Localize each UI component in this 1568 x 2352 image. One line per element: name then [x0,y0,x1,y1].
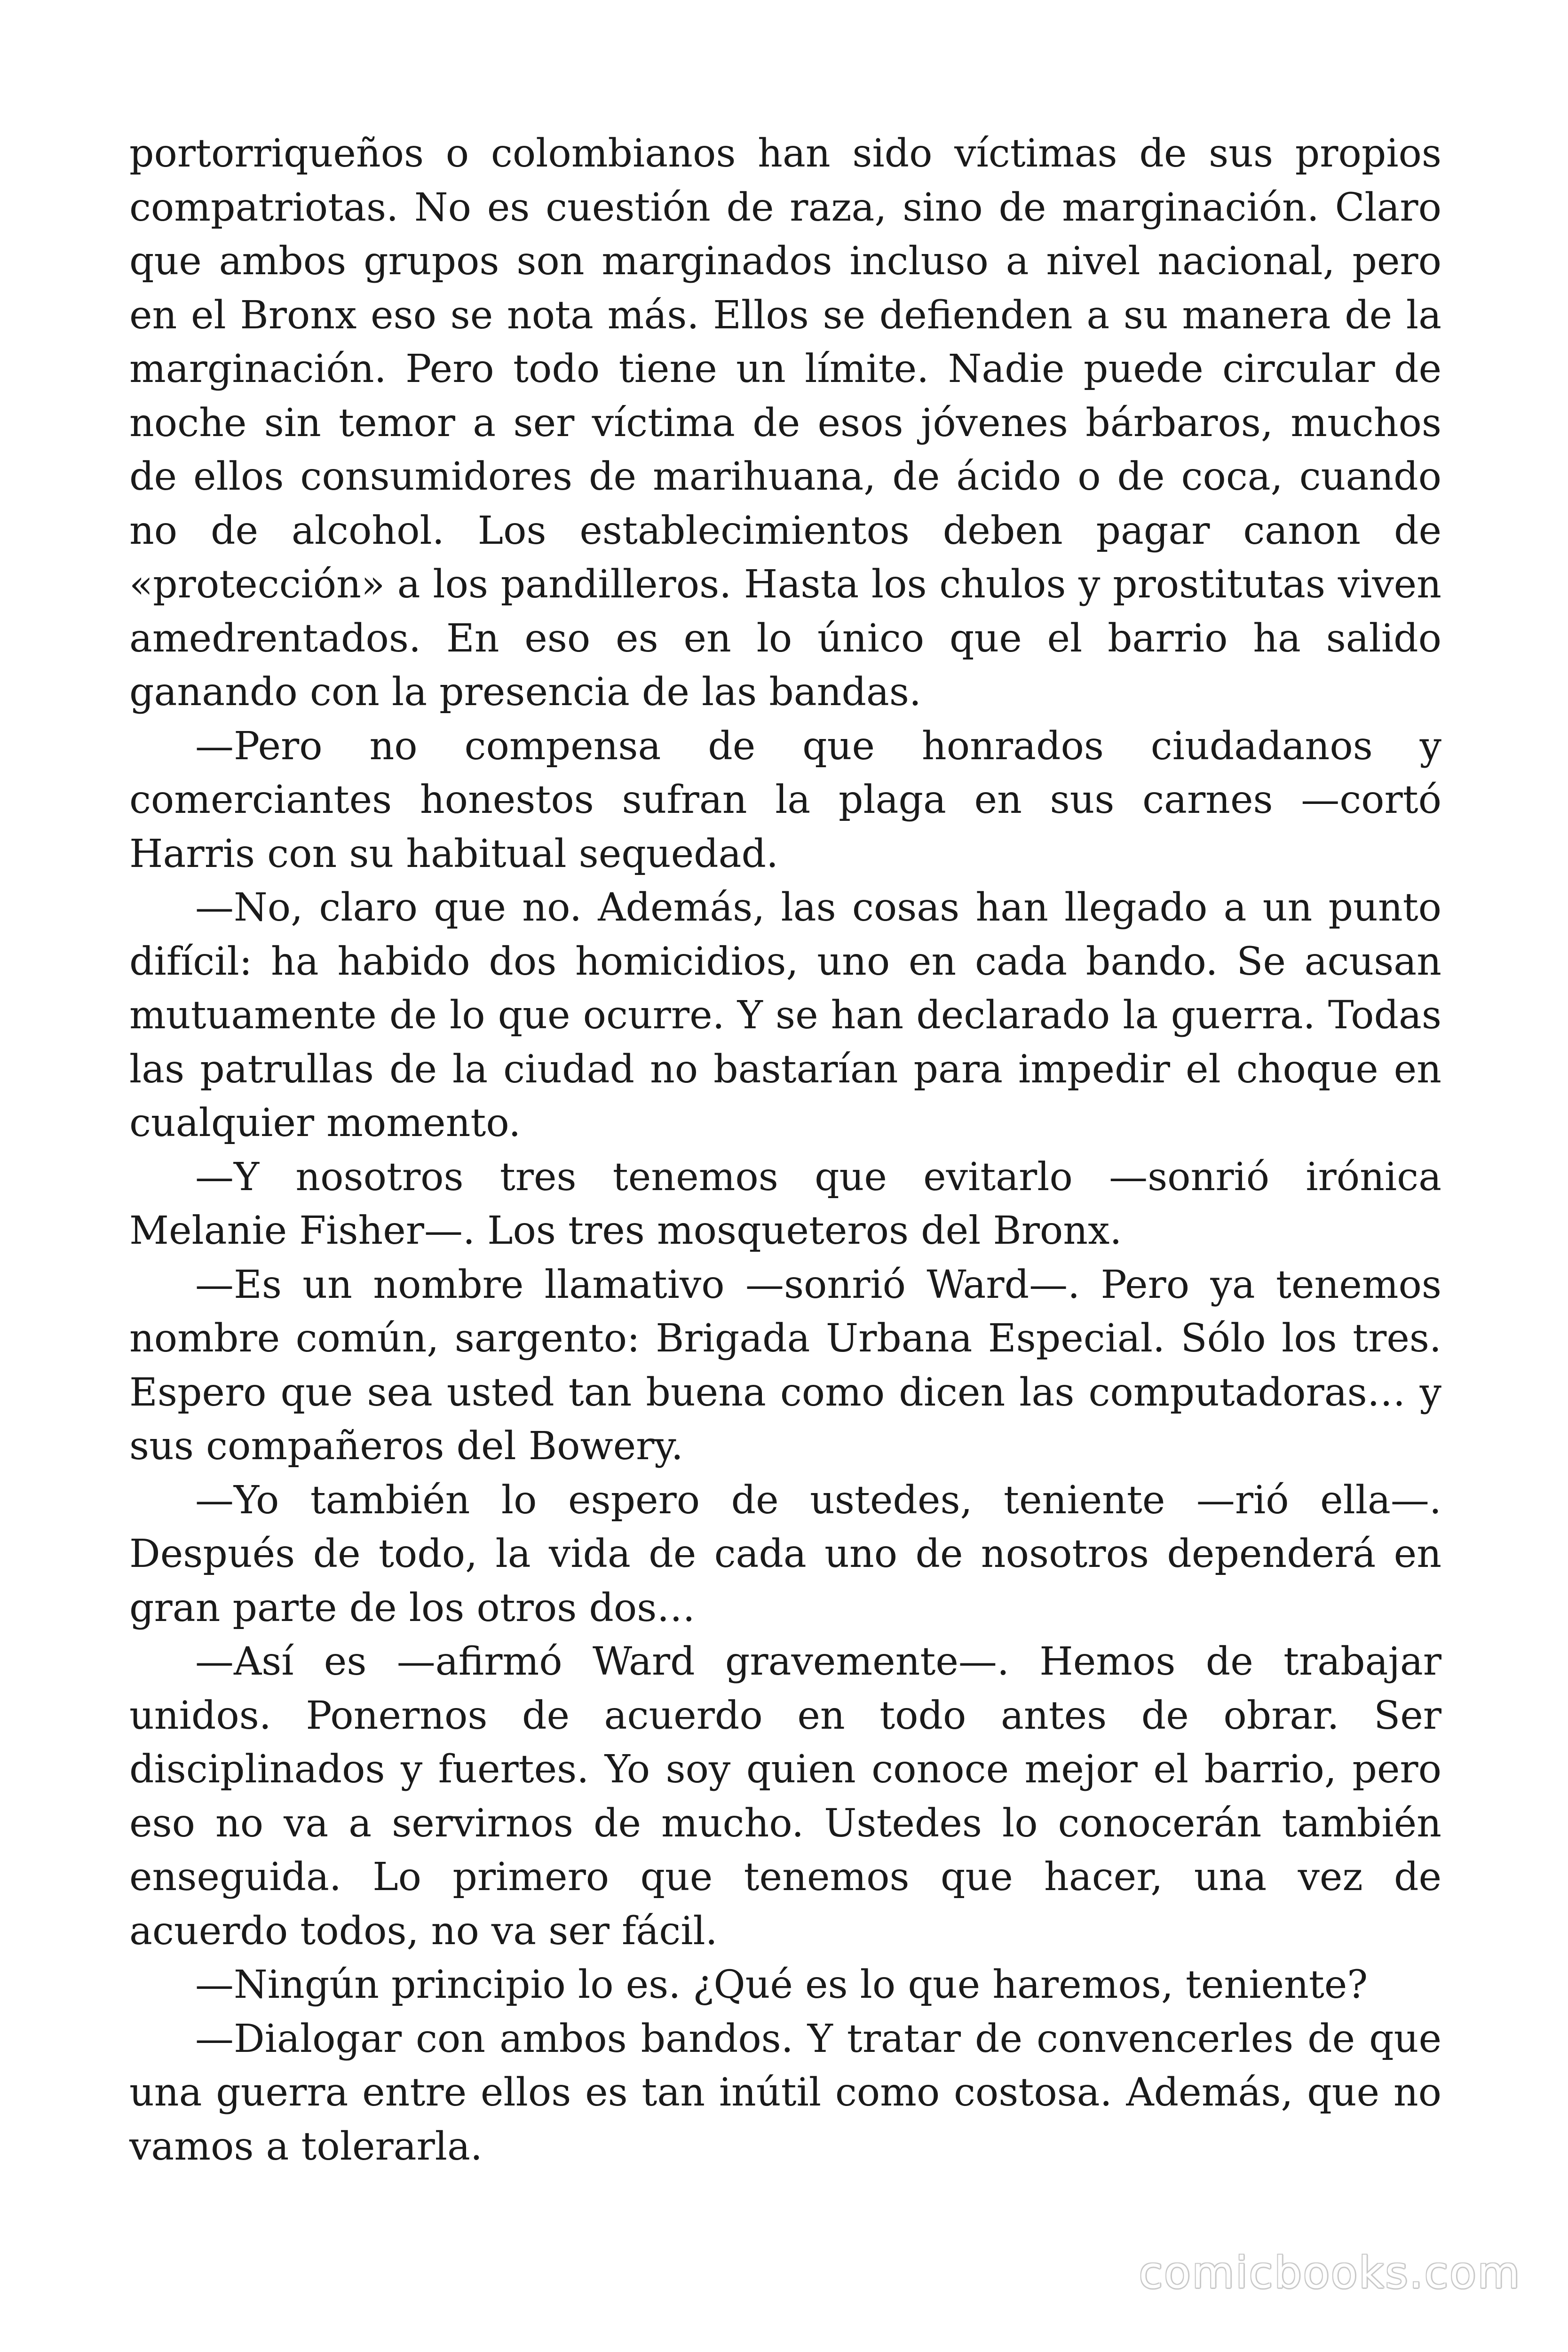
paragraph-7: —Así es —afirmó Ward gravemente—. Hemos de trabajar unidos. Ponernos de acuerdo en todo antes de obrar. Ser disciplinados y fuertes. Yo soy quien conoce mejor el barrio, pero eso no va a servirnos de mucho. Ustedes lo conocerán también enseguida. Lo primero que tenemos que hacer, una vez de acuerdo todos, no va ser fácil. [129,1639,1441,1954]
paragraph-8: —Ningún principio lo es. ¿Qué es lo que haremos, teniente? [195,1963,1368,2007]
paragraph-2: —Pero no compensa de que honrados ciudadanos y comerciantes honestos sufran la plaga en sus carnes —cortó Harris con su habitual sequedad. [129,723,1441,876]
watermark: comicbooks.com [1139,2248,1521,2298]
paragraph-4: —Y nosotros tres tenemos que evitarlo —sonrió irónica Melanie Fisher—. Los tres mosqueteros del Bronx. [129,1154,1441,1253]
paragraph-1: portorriqueños o colombianos han sido víctimas de sus propios compatriotas. No es cuestión de raza, sino de marginación. Claro que ambos grupos son marginados incluso a nivel nacional, pero en el Bronx eso se nota más. Ellos se defienden a su manera de la marginación. Pero todo tiene un límite. Nadie puede circular de noche sin temor a ser víctima de esos jóvenes bárbaros, muchos de ellos consumidores de marihuana, de ácido o de coca, cuando no de alcohol. Los establecimientos deben pagar canon de «protección» a los pandilleros. Hasta los chulos y prostitutas viven amedrentados. En eso es en lo único que el barrio ha salido ganando con la presencia de las bandas. [129,131,1441,715]
paragraph-6: —Yo también lo espero de ustedes, teniente —rió ella—. Después de todo, la vida de cada uno de nosotros dependerá en gran parte de los otros dos… [129,1478,1441,1630]
book-page-text [129,127,1441,2174]
paragraph-3: —No, claro que no. Además, las cosas han llegado a un punto difícil: ha habido dos homicidios, uno en cada bando. Se acusan mutuamente de lo que ocurre. Y se han declarado la guerra. Todas las patrullas de la ciudad no bastarían para impedir el choque en cualquier momento. [129,885,1441,1145]
paragraph-9: —Dialogar con ambos bandos. Y tratar de convencerles de que una guerra entre ellos es tan inútil como costosa. Además, que no vamos a tolerarla. [129,2016,1441,2169]
paragraph-5: —Es un nombre llamativo —sonrió Ward—. Pero ya tenemos nombre común, sargento: Brigada Urbana Especial. Sólo los tres. Espero que sea usted tan buena como dicen las computadoras… y sus compañeros del Bowery. [129,1262,1441,1469]
